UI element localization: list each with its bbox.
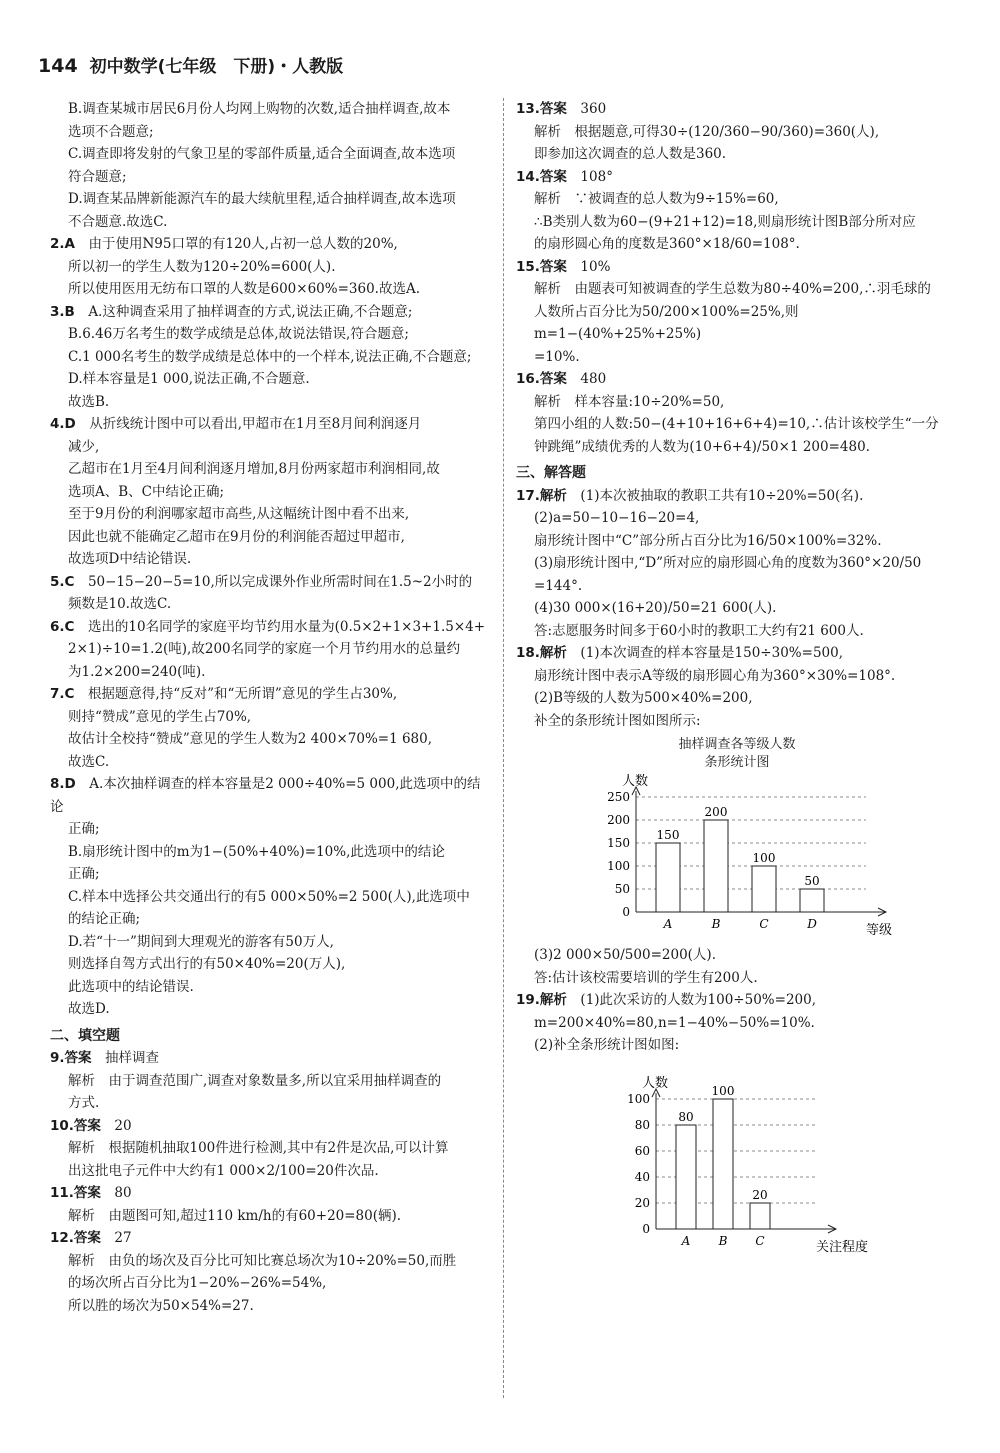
line-text: 出这批电子元件中大约有1 000×2/100=20件次品. (68, 1162, 379, 1179)
y-tick-label: 250 (607, 790, 630, 804)
y-tick-label: 80 (634, 1117, 650, 1132)
right-column-mid (516, 944, 958, 1057)
line-text: =144°. (534, 577, 583, 594)
line-text: 为1.2×200=240(吨). (68, 663, 206, 680)
bar-value-label: 50 (804, 874, 820, 888)
x-tick-label: C (759, 917, 769, 931)
text-line (50, 1250, 490, 1273)
line-text: 因此也就不能确定乙超市在9月份的利润能否超过甲超市, (68, 528, 405, 545)
text-line (50, 751, 490, 774)
right-column-top (516, 98, 958, 732)
text-line (50, 976, 490, 999)
text-line (50, 931, 490, 954)
chart1-subtitle: 条形统计图 (704, 755, 770, 770)
line-text: (4)30 000×(16+20)/50=21 600(人). (534, 600, 777, 616)
line-text: 解析 由负的场次及百分比可知比赛总场次为10÷20%=50,而胜 (68, 1252, 457, 1269)
line-text: 10% (580, 258, 611, 275)
section-heading (516, 462, 958, 485)
chart1-svg (516, 772, 956, 940)
text-line (516, 575, 958, 598)
text-line (50, 706, 490, 729)
line-text: 27 (114, 1230, 132, 1246)
line-text: B.扇形统计图中的m为1−(50%+40%)=10%,此选项中的结论 (68, 843, 445, 860)
text-line (50, 211, 490, 234)
line-text: 解析 样本容量:10÷20%=50, (534, 393, 725, 410)
line-text: 480 (580, 371, 607, 387)
question-number: 15.答案 (516, 258, 567, 275)
text-line (50, 143, 490, 166)
text-line (516, 507, 958, 530)
text-line (516, 597, 958, 620)
line-text: 选项不合题意; (68, 123, 154, 140)
bar-value-label: 150 (656, 828, 680, 842)
question-number: 8.D (50, 776, 76, 792)
question-number: 10.答案 (50, 1117, 101, 1134)
line-text: 解析 根据随机抽取100件进行检测,其中有2件是次品,可以计算 (68, 1140, 449, 1156)
line-text: 乙超市在1月至4月间利润逐月增加,8月份两家超市利润相同,故 (68, 461, 440, 477)
bar (713, 1099, 733, 1229)
bar (676, 1125, 696, 1229)
text-line (50, 481, 490, 504)
line-text: B.调查某城市居民6月份人均网上购物的次数,适合抽样调查,故本 (68, 101, 451, 117)
text-line (50, 413, 490, 436)
question-number: 4.D (50, 416, 76, 432)
text-line (516, 620, 958, 643)
text-line (516, 1034, 958, 1057)
bar-value-label: 100 (711, 1083, 735, 1098)
text-line (516, 143, 958, 166)
text-line (50, 1047, 490, 1070)
text-line (516, 436, 958, 459)
text-line (50, 391, 490, 414)
chart2-svg (516, 1057, 956, 1257)
line-text: 至于9月份的利润哪家超市高些,从这幅统计图中看不出来, (68, 506, 410, 522)
y-tick-label: 100 (627, 1091, 650, 1106)
bar-value-label: 20 (752, 1187, 768, 1202)
line-text: 根据题意得,持“反对”和“无所谓”意见的学生占30%, (87, 686, 398, 702)
column-divider (503, 98, 504, 1398)
line-text: (2)补全条形统计图如图: (534, 1037, 680, 1053)
chart1-block (516, 736, 958, 944)
line-text: 即参加这次调查的总人数是360. (534, 146, 727, 162)
line-text: 故选D. (68, 1001, 110, 1017)
line-text: 答:志愿服务时间多于60小时的教职工大约有21 600人. (534, 622, 864, 639)
text-line (50, 593, 490, 616)
text-line (516, 944, 958, 967)
text-line (50, 121, 490, 144)
line-text: D.调查某品牌新能源汽车的最大续航里程,适合抽样调查,故本选项 (68, 191, 456, 207)
text-line (50, 818, 490, 841)
text-line (516, 1012, 958, 1035)
x-tick-label: B (711, 917, 721, 931)
text-line (50, 526, 490, 549)
line-text: 扇形统计图中表示A等级的扇形圆心角为360°×30%=108°. (534, 667, 896, 684)
line-text: 由于使用N95口罩的有120人,占初一总人数的20%, (88, 236, 398, 252)
line-text: 选出的10名同学的家庭平均节约用水量为(0.5×2+1×3+1.5×4+ (87, 618, 486, 635)
question-number: 9.答案 (50, 1050, 92, 1066)
text-line (50, 233, 490, 256)
y-tick-label: 0 (642, 1221, 650, 1236)
line-text: 解析 根据题意,可得30÷(120/360−90/360)=360(人), (534, 123, 880, 140)
bar (656, 843, 680, 912)
text-line (516, 301, 958, 346)
text-line (516, 413, 958, 436)
text-line (50, 503, 490, 526)
line-text: C.样本中选择公共交通出行的有5 000×50%=2 500(人),此选项中 (68, 888, 470, 905)
line-text: 频数是10.故选C. (68, 596, 172, 612)
text-line (50, 256, 490, 279)
text-line (50, 908, 490, 931)
line-text: 解析 由题表可知被调查的学生总数为80÷40%=200,∴羽毛球的 (534, 281, 931, 297)
section-title: 二、填空题 (50, 1027, 120, 1044)
line-text: 所以胜的场次为50×54%=27. (68, 1297, 254, 1314)
text-line (516, 687, 958, 710)
page-header (38, 52, 343, 77)
line-text: m=200×40%=80,n=1−40%−50%=10%. (534, 1014, 815, 1031)
line-text: 正确; (68, 821, 100, 837)
text-line (50, 1160, 490, 1183)
text-line (516, 278, 958, 301)
text-line (50, 571, 490, 594)
line-text: 的场次所占百分比为1−20%−26%=54%, (68, 1275, 327, 1291)
line-text: (1)此次采访的人数为100÷50%=200, (580, 992, 816, 1008)
text-line (516, 188, 958, 211)
line-text: (2)a=50−10−16−20=4, (534, 510, 700, 526)
text-line (50, 1295, 490, 1318)
y-axis-label: 人数 (642, 1075, 669, 1091)
text-line (50, 661, 490, 684)
y-axis-label: 人数 (622, 774, 649, 789)
text-line (50, 1272, 490, 1295)
line-text: =10%. (534, 348, 580, 365)
bar-value-label: 100 (752, 851, 776, 865)
text-line (516, 967, 958, 990)
line-text: 解析 由题图可知,超过110 km/h的有60+20=80(辆). (68, 1207, 402, 1224)
bar (704, 820, 728, 912)
text-line (50, 98, 490, 121)
text-line (516, 665, 958, 688)
text-line (516, 233, 958, 256)
line-text: 则选择自驾方式出行的有50×40%=20(万人), (68, 956, 346, 972)
y-tick-label: 60 (634, 1143, 650, 1158)
line-text: 故选C. (68, 753, 110, 770)
y-tick-label: 200 (607, 813, 630, 827)
line-text: 的扇形圆心角的度数是360°×18/60=108°. (534, 236, 800, 252)
line-text: D.样本容量是1 000,说法正确,不合题意. (68, 371, 310, 387)
text-line (50, 188, 490, 211)
line-text: 扇形统计图中“C”部分所占百分比为16/50×100%=32%. (534, 532, 882, 549)
line-text: 解析 ∵被调查的总人数为9÷15%=60, (534, 191, 779, 207)
text-line (50, 436, 490, 459)
line-text: A.本次抽样调查的样本容量是2 000÷40%=5 000,此选项中的结论 (50, 776, 481, 815)
line-text: 钟跳绳”成绩优秀的人数为(10+6+4)/50×1 200=480. (534, 438, 870, 455)
line-text: 故估计全校持“赞成”意见的学生人数为2 400×70%=1 680, (68, 731, 433, 747)
text-line (50, 1182, 490, 1205)
question-number: 3.B (50, 303, 75, 320)
question-number: 19.解析 (516, 992, 567, 1008)
text-line (516, 552, 958, 575)
text-line (50, 278, 490, 301)
text-line (50, 998, 490, 1021)
text-line (50, 616, 490, 639)
question-number: 5.C (50, 573, 75, 590)
x-tick-label: B (718, 1233, 728, 1248)
line-text: 第四小组的人数:50−(4+10+16+6+4)=10,∴估计该校学生“一分 (534, 416, 939, 432)
text-line (50, 368, 490, 391)
text-line (516, 368, 958, 391)
line-text: A.这种调查采用了抽样调查的方式,说法正确,不合题意; (88, 303, 413, 320)
line-text: 20 (114, 1117, 132, 1134)
line-text: 80 (114, 1185, 132, 1201)
question-number: 13.答案 (516, 101, 567, 117)
line-text: 故选B. (68, 393, 110, 410)
line-text: 解析 由于调查范围广,调查对象数量多,所以宜采用抽样调查的 (68, 1072, 442, 1089)
question-number: 17.解析 (516, 487, 567, 504)
line-text: 正确; (68, 866, 100, 882)
text-line (50, 1070, 490, 1093)
line-text: 不合题意.故选C. (68, 213, 168, 230)
line-text: ∴B类别人数为60−(9+21+12)=18,则扇形统计图B部分所对应 (534, 213, 916, 230)
line-text: (1)本次被抽取的教职工共有10÷20%=50(名). (580, 487, 864, 504)
x-axis-label: 关注程度 (816, 1239, 869, 1255)
line-text: 50−15−20−5=10,所以完成课外作业所需时间在1.5~2小时的 (87, 573, 473, 590)
bar-value-label: 80 (678, 1109, 694, 1124)
bar (800, 889, 824, 912)
line-text: 补全的条形统计图如图所示: (534, 712, 701, 729)
text-line (50, 841, 490, 864)
text-line (50, 1137, 490, 1160)
line-text: 故选项D中结论错误. (68, 551, 192, 567)
text-line (50, 548, 490, 571)
x-tick-label: C (755, 1233, 765, 1248)
x-tick-label: A (681, 1233, 691, 1248)
text-line (516, 346, 958, 369)
line-text: 方式. (68, 1095, 100, 1111)
x-tick-label: A (663, 917, 673, 931)
y-tick-label: 150 (607, 836, 630, 850)
text-line (516, 642, 958, 665)
line-text: C.1 000名考生的数学成绩是总体中的一个样本,说法正确,不合题意; (68, 348, 472, 365)
text-line (50, 458, 490, 481)
left-column (50, 98, 490, 1317)
text-line (516, 530, 958, 553)
line-text: 符合题意; (68, 168, 127, 185)
line-text: 所以初一的学生人数为120÷20%=600(人). (68, 258, 336, 275)
text-line (516, 989, 958, 1012)
line-text: 选项A、B、C中结论正确; (68, 483, 225, 500)
question-number: 7.C (50, 686, 75, 702)
question-number: 6.C (50, 618, 75, 635)
text-line (50, 1205, 490, 1228)
right-column (516, 98, 958, 1261)
question-number: 18.解析 (516, 645, 567, 661)
line-text: 则持“赞成”意见的学生占70%, (68, 708, 252, 725)
page-number: 144 (38, 55, 78, 77)
y-tick-label: 20 (634, 1195, 650, 1210)
text-line (50, 863, 490, 886)
bar (752, 866, 776, 912)
line-text: 人数所占百分比为50/200×100%=25%,则m=1−(40%+25%+25%) (534, 303, 799, 342)
text-line (50, 166, 490, 189)
text-line (516, 98, 958, 121)
y-tick-label: 0 (622, 905, 630, 919)
line-text: 答:估计该校需要培训的学生有200人. (534, 969, 758, 986)
text-line (50, 1227, 490, 1250)
x-tick-label: D (807, 917, 817, 931)
text-line (50, 1115, 490, 1138)
line-text: 此选项中的结论错误. (68, 978, 194, 995)
text-line (50, 638, 490, 661)
line-text: 减少, (68, 438, 100, 455)
text-line (50, 346, 490, 369)
line-text: 360 (580, 101, 607, 117)
text-line (516, 391, 958, 414)
line-text: D.若“十一”期间到大理观光的游客有50万人, (68, 933, 334, 950)
line-text: 从折线统计图中可以看出,甲超市在1月至8月间利润逐月 (89, 416, 422, 432)
section-title: 三、解答题 (516, 465, 586, 481)
bar-value-label: 200 (704, 805, 728, 819)
line-text: 的结论正确; (68, 911, 141, 927)
text-line (50, 728, 490, 751)
book-title: 初中数学(七年级 下册)・人教版 (89, 57, 344, 77)
question-number: 2.A (50, 236, 75, 252)
text-line (50, 301, 490, 324)
line-text: 抽样调查 (105, 1050, 160, 1066)
text-line (50, 773, 490, 818)
chart1-title: 抽样调查各等级人数 (678, 737, 796, 752)
line-text: 2×1)÷10=1.2(吨),故200名同学的家庭一个月节约用水的总量约 (68, 641, 461, 657)
text-line (516, 485, 958, 508)
line-text: (3)扇形统计图中,“D”所对应的扇形圆心角的度数为360°×20/50 (534, 555, 922, 571)
text-line (516, 256, 958, 279)
text-line (50, 323, 490, 346)
text-line (50, 953, 490, 976)
y-tick-label: 50 (614, 882, 630, 896)
text-line (50, 1092, 490, 1115)
line-text: 所以使用医用无纺布口罩的人数是600×60%=360.故选A. (68, 281, 420, 297)
y-tick-label: 40 (634, 1169, 650, 1184)
line-text: (2)B等级的人数为500×40%=200, (534, 690, 753, 706)
line-text: B.6.46万名考生的数学成绩是总体,故说法错误,符合题意; (68, 326, 409, 342)
question-number: 14.答案 (516, 168, 567, 185)
question-number: 12.答案 (50, 1230, 101, 1246)
line-text: C.调查即将发射的气象卫星的零部件质量,适合全面调查,故本选项 (68, 146, 456, 162)
line-text: (3)2 000×50/500=200(人). (534, 947, 716, 963)
text-line (516, 211, 958, 234)
line-text: 108° (580, 168, 613, 185)
text-line (50, 683, 490, 706)
line-text: (1)本次调查的样本容量是150÷30%=500, (580, 645, 843, 661)
question-number: 16.答案 (516, 371, 567, 387)
text-line (516, 710, 958, 733)
section-heading (50, 1025, 490, 1048)
x-axis-label: 等级 (866, 923, 893, 938)
bar (750, 1203, 770, 1229)
y-tick-label: 100 (607, 859, 630, 873)
text-line (50, 886, 490, 909)
text-line (516, 121, 958, 144)
text-line (516, 166, 958, 189)
question-number: 11.答案 (50, 1185, 101, 1201)
